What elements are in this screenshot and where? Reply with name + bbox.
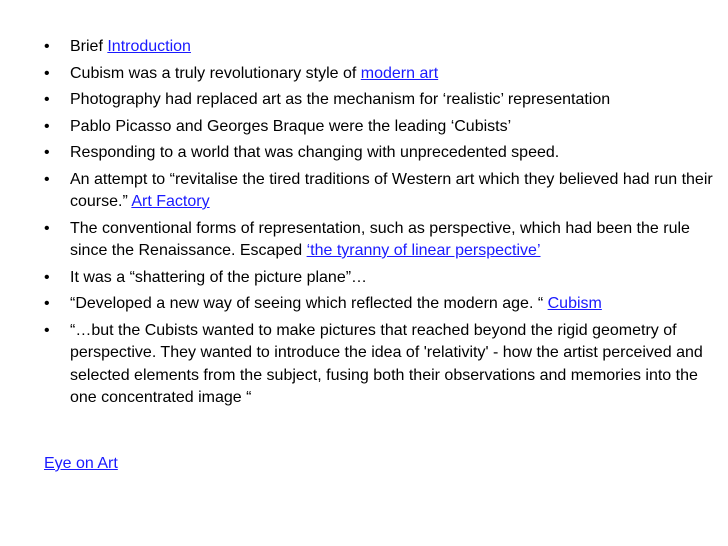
cubism-link[interactable]: Cubism bbox=[547, 295, 602, 312]
bullet-dot: • bbox=[44, 64, 50, 82]
art-factory-link[interactable]: Art Factory bbox=[131, 193, 210, 210]
bullet-item-brief-introduction bbox=[44, 36, 720, 59]
bullet-text: An attempt to “revitalise the tired traditions of Western art which they believed had run their course.” bbox=[70, 170, 713, 210]
modern-art-link[interactable]: modern art bbox=[360, 64, 439, 82]
bullet-dot: • bbox=[44, 144, 50, 161]
bullet-text: Pablo Picasso and Georges Braque were the leading ‘Cubists’ bbox=[70, 117, 512, 135]
bullet-item-modern-art bbox=[44, 63, 720, 86]
tyranny-of-linear-perspective-link[interactable]: ‘the tyranny of linear perspective’ bbox=[306, 242, 541, 259]
bullet-dot: • bbox=[44, 170, 50, 188]
bullet-dot: • bbox=[44, 219, 50, 237]
bullet-text: The conventional forms of representation, such as perspective, which had been the rule since the Renaissance. Escaped bbox=[70, 219, 690, 259]
introduction-link[interactable]: Introduction bbox=[107, 38, 191, 55]
bullet-dot: • bbox=[44, 268, 50, 286]
bullet-dot: • bbox=[44, 295, 50, 312]
bullet-item-responding bbox=[44, 142, 720, 165]
bullet-text: Brief bbox=[70, 38, 108, 55]
bullet-text: Cubism was a truly revolutionary style of bbox=[70, 64, 361, 82]
bullet-dot: • bbox=[44, 117, 50, 135]
bullet-list bbox=[44, 36, 720, 414]
bullet-dot: • bbox=[44, 91, 50, 108]
bullet-item-relativity bbox=[44, 320, 720, 410]
bullet-text: Photography had replaced art as the mechanism for ‘realistic’ representation bbox=[70, 91, 611, 108]
bullet-item-cubists bbox=[44, 116, 720, 139]
bullet-dot: • bbox=[44, 38, 50, 55]
bullet-text: “…but the Cubists wanted to make pictures that reached beyond the rigid geometry of perspective. They wanted to introduce the idea of 'relativity' - how the artist perceived and selected elements from the subject, fusing both their observations and memories into the one concentrated image “ bbox=[70, 321, 703, 406]
bullet-item-conventional-forms bbox=[44, 218, 720, 263]
bullet-item-new-way-of-seeing bbox=[44, 293, 720, 316]
bullet-text: Responding to a world that was changing with unprecedented speed. bbox=[70, 144, 560, 161]
bullet-dot: • bbox=[44, 321, 50, 339]
eye-on-art-link[interactable]: Eye on Art bbox=[44, 455, 118, 472]
bullet-item-revitalise bbox=[44, 169, 720, 214]
bullet-text: It was a “shattering of the picture plane”… bbox=[70, 268, 368, 286]
bullet-item-shattering bbox=[44, 267, 720, 290]
bullet-text: “Developed a new way of seeing which reflected the modern age. “ bbox=[70, 295, 548, 312]
bullet-item-photography bbox=[44, 89, 720, 112]
